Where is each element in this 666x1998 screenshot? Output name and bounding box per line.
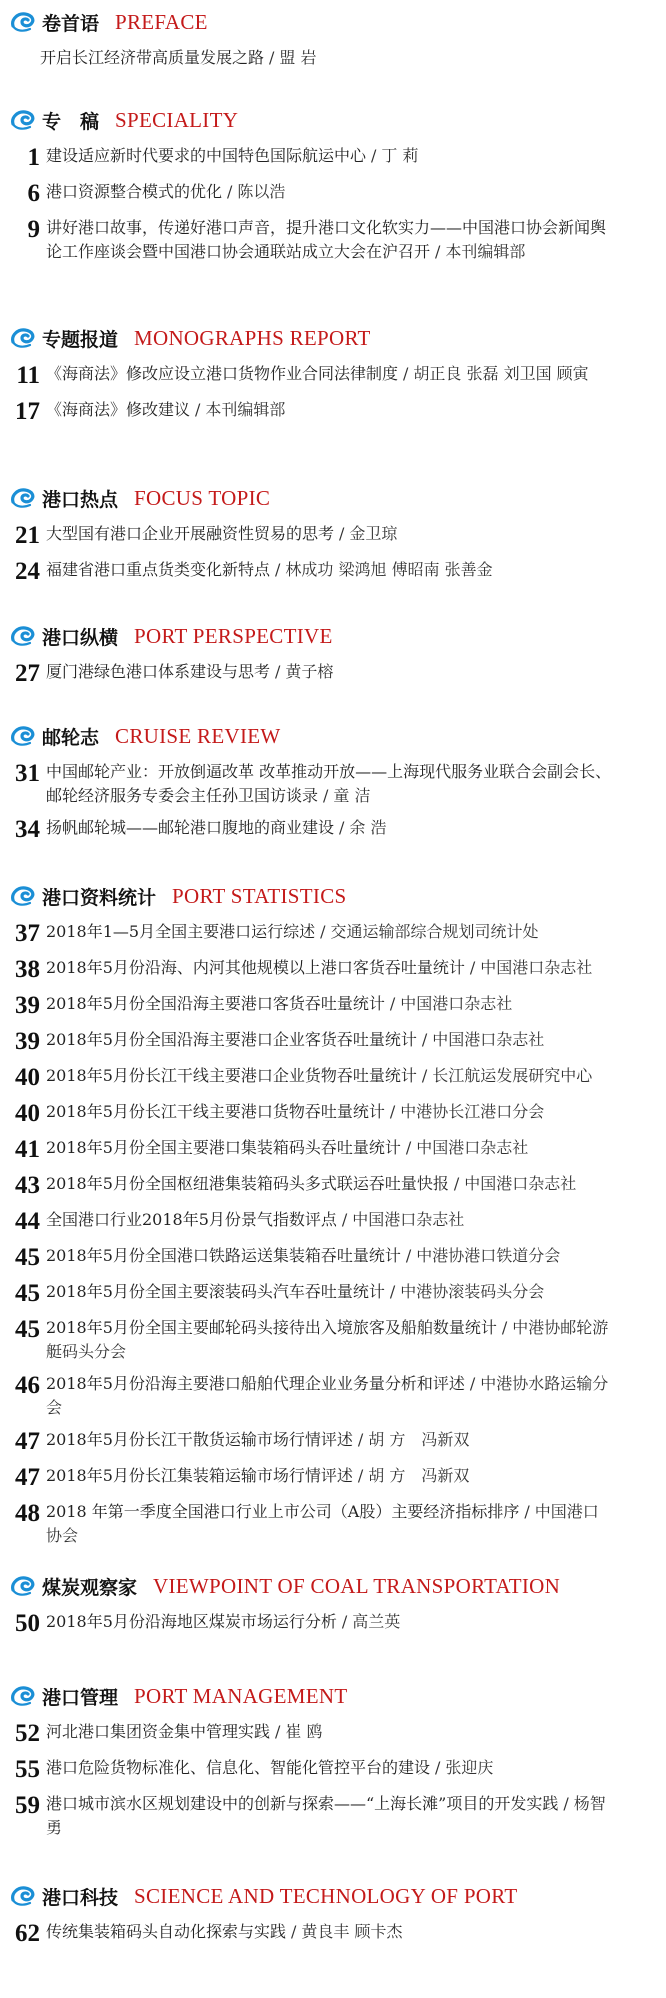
section-header bbox=[0, 880, 666, 912]
entry-author: 中国港口杂志社 bbox=[352, 1210, 465, 1229]
page-number: 55 bbox=[15, 1756, 40, 1783]
section-header bbox=[0, 620, 666, 652]
toc-entry[interactable] bbox=[0, 992, 666, 1020]
entry-title: 建设适应新时代要求的中国特色国际航运中心 bbox=[46, 146, 367, 165]
section-technology bbox=[0, 1880, 666, 1948]
page-number: 52 bbox=[15, 1720, 40, 1747]
entry-author: 张迎庆 bbox=[445, 1758, 494, 1777]
page-number: 17 bbox=[15, 398, 40, 425]
section-coal bbox=[0, 1570, 666, 1638]
entry-author: 盟 岩 bbox=[279, 48, 317, 67]
page-number: 44 bbox=[15, 1208, 40, 1235]
section-title-en: MONOGRAPHS REPORT bbox=[134, 325, 371, 350]
separator: / bbox=[453, 1174, 460, 1193]
section-title-cn: 港口热点 bbox=[42, 488, 119, 511]
page-number: 11 bbox=[16, 362, 40, 389]
separator: / bbox=[320, 922, 326, 941]
entry-author: 中港协长江港口分会 bbox=[400, 1102, 545, 1121]
page-number: 45 bbox=[15, 1244, 40, 1271]
entry-text bbox=[46, 660, 612, 684]
page-number: 39 bbox=[15, 1028, 40, 1055]
entry-author: 中国港口杂志社 bbox=[480, 958, 593, 977]
entry-text bbox=[46, 1372, 612, 1420]
toc-entry[interactable] bbox=[0, 398, 666, 426]
page-number: 27 bbox=[15, 660, 40, 687]
swirl-bullet-icon bbox=[10, 1575, 38, 1597]
swirl-bullet-icon bbox=[10, 487, 38, 509]
entry-text bbox=[46, 1028, 612, 1052]
entry-author: 中港协水路运输分会 bbox=[46, 1374, 609, 1417]
entry-text bbox=[46, 1610, 612, 1634]
toc-entry[interactable] bbox=[0, 1136, 666, 1164]
entry-text bbox=[46, 1428, 612, 1452]
entry-title: 大型国有港口企业开展融资性贸易的思考 bbox=[46, 524, 335, 543]
entry-author: 林成功 梁鸿旭 傅昭南 张善金 bbox=[285, 560, 493, 579]
entry-title: 全国港口行业2018年5月份景气指数评点 bbox=[46, 1210, 337, 1229]
toc-entry[interactable] bbox=[0, 144, 666, 172]
page-number: 40 bbox=[15, 1064, 40, 1091]
entry-text bbox=[46, 1464, 612, 1488]
entry-title: 《海商法》修改应设立港口货物作业合同法律制度 bbox=[46, 364, 399, 383]
swirl-bullet-icon bbox=[10, 625, 38, 647]
entry-title: 2018 年第一季度全国港口行业上市公司（A股）主要经济指标排序 bbox=[46, 1502, 520, 1521]
page-number: 62 bbox=[15, 1920, 40, 1947]
separator: / bbox=[421, 1066, 428, 1085]
separator: / bbox=[339, 818, 345, 837]
entry-title: 福建省港口重点货类变化新特点 bbox=[46, 560, 271, 579]
section-cruise bbox=[0, 720, 666, 844]
toc-entry[interactable] bbox=[0, 1100, 666, 1128]
separator: / bbox=[435, 242, 441, 261]
section-title-en: PREFACE bbox=[115, 9, 208, 34]
separator: / bbox=[269, 48, 275, 67]
section-header bbox=[0, 322, 666, 354]
entry-author: 中港协邮轮游艇码头分会 bbox=[46, 1318, 609, 1361]
page-number: 40 bbox=[15, 1100, 40, 1127]
page-number: 38 bbox=[15, 956, 40, 983]
entry-author: 丁 莉 bbox=[381, 146, 419, 165]
separator: / bbox=[291, 1922, 297, 1941]
entry-author: 黄良丰 顾卡杰 bbox=[301, 1922, 403, 1941]
page-number: 9 bbox=[27, 216, 40, 243]
entry-text bbox=[46, 216, 612, 264]
entry-text bbox=[46, 1920, 612, 1944]
entry-author: 中港协滚装码头分会 bbox=[400, 1282, 545, 1301]
page-number: 24 bbox=[15, 558, 40, 585]
entry-title: 厦门港绿色港口体系建设与思考 bbox=[46, 662, 271, 681]
separator: / bbox=[275, 662, 281, 681]
page-number: 34 bbox=[15, 816, 40, 843]
entry-text bbox=[46, 1720, 612, 1744]
swirl-bullet-icon bbox=[10, 327, 38, 349]
entry-title: 2018年1—5月全国主要港口运行综述 bbox=[46, 922, 316, 941]
separator: / bbox=[341, 1612, 348, 1631]
toc-entry[interactable] bbox=[0, 1500, 666, 1548]
entry-author: 交通运输部综合规划司统计处 bbox=[330, 922, 539, 941]
entry-title: 港口资源整合模式的优化 bbox=[46, 182, 223, 201]
section-monographs bbox=[0, 322, 666, 426]
toc-entry[interactable] bbox=[0, 216, 666, 264]
page-number: 41 bbox=[15, 1136, 40, 1163]
entry-text bbox=[46, 816, 612, 840]
entry-author: 中国港口杂志社 bbox=[432, 1030, 545, 1049]
entry-title: 2018年5月份全国主要邮轮码头接待出入境旅客及船舶数量统计 bbox=[46, 1318, 497, 1337]
entry-title: 讲好港口故事，传递好港口声音，提升港口文化软实力——中国港口协会新闻舆论工作座谈会暨中国港口协会通联站成立大会在沪召开 bbox=[46, 218, 607, 261]
entry-title: 2018年5月份沿海地区煤炭市场运行分析 bbox=[46, 1612, 337, 1631]
toc-entry[interactable] bbox=[0, 362, 666, 390]
entry-title: 河北港口集团资金集中管理实践 bbox=[46, 1722, 271, 1741]
section-title-en: FOCUS TOPIC bbox=[134, 485, 271, 510]
section-focus bbox=[0, 482, 666, 586]
page-number: 47 bbox=[15, 1464, 40, 1491]
separator: / bbox=[371, 146, 377, 165]
entry-author: 胡 方 冯新双 bbox=[368, 1430, 470, 1449]
page-number: 1 bbox=[27, 144, 40, 171]
toc-entry[interactable] bbox=[0, 660, 666, 688]
section-title-cn: 港口资料统计 bbox=[42, 886, 157, 909]
section-title-cn: 专题报道 bbox=[42, 328, 119, 351]
separator: / bbox=[389, 994, 396, 1013]
entry-title: 2018年5月份全国港口铁路运送集装箱吞吐量统计 bbox=[46, 1246, 401, 1265]
entry-text bbox=[46, 1756, 612, 1780]
separator: / bbox=[339, 524, 345, 543]
entry-author: 高兰英 bbox=[352, 1612, 401, 1631]
separator: / bbox=[403, 364, 409, 383]
entry-text bbox=[46, 1500, 612, 1548]
toc-entry[interactable] bbox=[0, 920, 666, 948]
separator: / bbox=[357, 1466, 364, 1485]
toc-entry[interactable] bbox=[0, 1028, 666, 1056]
section-header bbox=[0, 104, 666, 136]
section-title-en: CRUISE REVIEW bbox=[115, 723, 281, 748]
page-number: 21 bbox=[15, 522, 40, 549]
section-title-en: PORT PERSPECTIVE bbox=[134, 623, 333, 648]
entry-title: 2018年5月份全国沿海主要港口客货吞吐量统计 bbox=[46, 994, 385, 1013]
section-perspective bbox=[0, 620, 666, 688]
page-number: 45 bbox=[15, 1316, 40, 1343]
toc-entry[interactable] bbox=[0, 522, 666, 550]
section-management bbox=[0, 1680, 666, 1840]
entry-text bbox=[46, 522, 612, 546]
entry-author: 本刊编辑部 bbox=[445, 242, 526, 261]
page-number: 47 bbox=[15, 1428, 40, 1455]
separator: / bbox=[501, 1318, 508, 1337]
entry-title: 港口危险货物标准化、信息化、智能化管控平台的建设 bbox=[46, 1758, 431, 1777]
entry-author: 胡 方 冯新双 bbox=[368, 1466, 470, 1485]
swirl-bullet-icon bbox=[10, 109, 38, 131]
section-title-cn: 卷首语 bbox=[42, 12, 100, 35]
entry-text bbox=[46, 1792, 612, 1840]
page-number: 50 bbox=[15, 1610, 40, 1637]
entry-title: 港口城市滨水区规划建设中的创新与探索——“上海长滩”项目的开发实践 bbox=[46, 1794, 559, 1813]
swirl-bullet-icon bbox=[10, 11, 38, 33]
entry-text bbox=[46, 920, 612, 944]
section-title-cn: 港口管理 bbox=[42, 1686, 119, 1709]
entry-text bbox=[46, 1280, 612, 1304]
page-number: 43 bbox=[15, 1172, 40, 1199]
entry-title: 2018年5月份全国主要滚装码头汽车吞吐量统计 bbox=[46, 1282, 385, 1301]
section-title-en: PORT MANAGEMENT bbox=[134, 1683, 348, 1708]
separator: / bbox=[524, 1502, 530, 1521]
toc-entry[interactable] bbox=[0, 180, 666, 208]
entry-text bbox=[46, 1064, 612, 1088]
entry-author: 陈以浩 bbox=[237, 182, 286, 201]
toc-entry[interactable] bbox=[0, 1172, 666, 1200]
section-title-cn: 煤炭观察家 bbox=[42, 1576, 138, 1599]
entry-author: 中国港口协会 bbox=[46, 1502, 599, 1545]
entry-text bbox=[46, 1100, 612, 1124]
entry-text bbox=[46, 956, 612, 980]
section-header bbox=[0, 1680, 666, 1712]
separator: / bbox=[227, 182, 233, 201]
entry-author: 金卫琼 bbox=[349, 524, 398, 543]
toc-entry[interactable] bbox=[0, 816, 666, 844]
page-number: 6 bbox=[27, 180, 40, 207]
entry-text bbox=[46, 1208, 612, 1232]
entry-text bbox=[40, 46, 606, 70]
entry-text bbox=[46, 1316, 612, 1364]
toc-entry[interactable] bbox=[0, 1920, 666, 1948]
toc-entry[interactable] bbox=[0, 1610, 666, 1638]
toc-entry[interactable] bbox=[0, 1792, 666, 1840]
entry-author: 余 浩 bbox=[349, 818, 387, 837]
section-header bbox=[0, 482, 666, 514]
separator: / bbox=[405, 1246, 412, 1265]
section-title-en: SCIENCE AND TECHNOLOGY OF PORT bbox=[134, 1883, 518, 1908]
entry-title: 2018年5月份全国枢纽港集装箱码头多式联运吞吐量快报 bbox=[46, 1174, 449, 1193]
entry-author: 胡正良 张磊 刘卫国 顾寅 bbox=[413, 364, 589, 383]
entry-author: 中国港口杂志社 bbox=[400, 994, 513, 1013]
section-speciality bbox=[0, 104, 666, 264]
toc-entry[interactable] bbox=[0, 760, 666, 808]
page-number: 37 bbox=[15, 920, 40, 947]
entry-text bbox=[46, 398, 612, 422]
entry-text bbox=[46, 1172, 612, 1196]
toc-entry[interactable] bbox=[0, 1464, 666, 1492]
section-title-cn: 港口科技 bbox=[42, 1886, 119, 1909]
section-header bbox=[0, 1880, 666, 1912]
entry-text bbox=[46, 144, 612, 168]
entry-text bbox=[46, 1244, 612, 1268]
entry-title: 2018年5月份全国沿海主要港口企业客货吞吐量统计 bbox=[46, 1030, 417, 1049]
toc-entry[interactable] bbox=[0, 1208, 666, 1236]
section-header bbox=[0, 1570, 666, 1602]
entry-author: 崔 鸥 bbox=[285, 1722, 323, 1741]
entry-text bbox=[46, 558, 612, 582]
section-statistics bbox=[0, 880, 666, 1548]
entry-title: 扬帆邮轮城——邮轮港口腹地的商业建设 bbox=[46, 818, 335, 837]
section-title-cn: 邮轮志 bbox=[42, 726, 100, 749]
entry-title: 2018年5月份全国主要港口集装箱码头吞吐量统计 bbox=[46, 1138, 401, 1157]
swirl-bullet-icon bbox=[10, 1885, 38, 1907]
separator: / bbox=[195, 400, 201, 419]
page-number: 48 bbox=[15, 1500, 40, 1527]
toc-entry[interactable] bbox=[0, 1720, 666, 1748]
entry-author: 长江航运发展研究中心 bbox=[432, 1066, 593, 1085]
toc-entry[interactable] bbox=[0, 1280, 666, 1308]
page-number: 59 bbox=[15, 1792, 40, 1819]
section-header bbox=[0, 720, 666, 752]
entry-title: 2018年5月份长江干线主要港口货物吞吐量统计 bbox=[46, 1102, 385, 1121]
entry-author: 本刊编辑部 bbox=[205, 400, 286, 419]
entry-title: 2018年5月份长江集装箱运输市场行情评述 bbox=[46, 1466, 353, 1485]
section-title-en: SPECIALITY bbox=[115, 107, 239, 132]
separator: / bbox=[357, 1430, 364, 1449]
entry-text bbox=[46, 760, 612, 808]
toc-entry[interactable] bbox=[0, 1316, 666, 1364]
separator: / bbox=[435, 1758, 441, 1777]
entry-title: 2018年5月份沿海、内河其他规模以上港口客货吞吐量统计 bbox=[46, 958, 465, 977]
entry-title: 开启长江经济带高质量发展之路 bbox=[40, 48, 265, 67]
separator: / bbox=[389, 1282, 396, 1301]
swirl-bullet-icon bbox=[10, 1685, 38, 1707]
entry-title: 传统集装箱码头自动化探索与实践 bbox=[46, 1922, 287, 1941]
separator: / bbox=[469, 958, 476, 977]
entry-title: 2018年5月份沿海主要港口船舶代理企业业务量分析和评述 bbox=[46, 1374, 465, 1393]
entry-title: 2018年5月份长江干线主要港口企业货物吞吐量统计 bbox=[46, 1066, 417, 1085]
entry-text bbox=[46, 362, 612, 386]
entry-author: 黄子榕 bbox=[285, 662, 334, 681]
separator: / bbox=[341, 1210, 348, 1229]
separator: / bbox=[389, 1102, 396, 1121]
separator: / bbox=[469, 1374, 476, 1393]
toc-entry[interactable] bbox=[0, 558, 666, 586]
swirl-bullet-icon bbox=[10, 885, 38, 907]
separator: / bbox=[275, 560, 281, 579]
entry-author: 杨智勇 bbox=[46, 1794, 606, 1837]
section-header bbox=[0, 6, 666, 38]
entry-text bbox=[46, 180, 612, 204]
separator: / bbox=[405, 1138, 412, 1157]
entry-author: 中国港口杂志社 bbox=[464, 1174, 577, 1193]
separator: / bbox=[275, 1722, 281, 1741]
entry-author: 中国港口杂志社 bbox=[416, 1138, 529, 1157]
separator: / bbox=[323, 786, 329, 805]
toc-entry[interactable] bbox=[0, 1064, 666, 1092]
section-title-en: VIEWPOINT OF COAL TRANSPORTATION bbox=[153, 1573, 561, 1598]
entry-title: 中国邮轮产业：开放倒逼改革 改革推动开放——上海现代服务业联合会副会长、邮轮经济服务专委会主任孙卫国访谈录 bbox=[46, 762, 612, 805]
entry-title: 2018年5月份长江干散货运输市场行情评述 bbox=[46, 1430, 353, 1449]
swirl-bullet-icon bbox=[10, 725, 38, 747]
entry-title: 《海商法》修改建议 bbox=[46, 400, 191, 419]
page-number: 31 bbox=[15, 760, 40, 787]
toc-entry[interactable] bbox=[0, 1244, 666, 1272]
entry-author: 童 洁 bbox=[333, 786, 371, 805]
entry-text bbox=[46, 992, 612, 1016]
section-preface bbox=[0, 6, 666, 70]
section-title-en: PORT STATISTICS bbox=[172, 883, 347, 908]
toc-entry[interactable] bbox=[0, 1372, 666, 1420]
entry-text bbox=[46, 1136, 612, 1160]
toc-entry[interactable] bbox=[0, 956, 666, 984]
entry-author: 中港协港口铁道分会 bbox=[416, 1246, 561, 1265]
separator: / bbox=[421, 1030, 428, 1049]
section-title-cn: 专 稿 bbox=[42, 110, 100, 133]
section-title-cn: 港口纵横 bbox=[42, 626, 119, 649]
separator: / bbox=[563, 1794, 569, 1813]
page-number: 39 bbox=[15, 992, 40, 1019]
page-number: 46 bbox=[15, 1372, 40, 1399]
page-number: 45 bbox=[15, 1280, 40, 1307]
toc-entry[interactable] bbox=[0, 1428, 666, 1456]
toc-entry[interactable] bbox=[0, 46, 666, 70]
toc-entry[interactable] bbox=[0, 1756, 666, 1784]
